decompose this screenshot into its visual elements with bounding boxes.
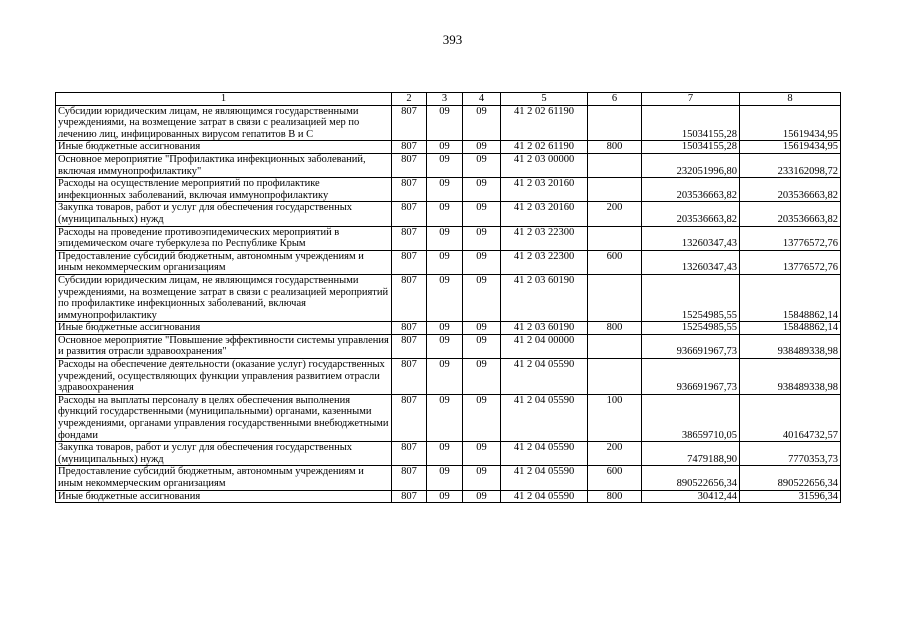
row-section-cell: 09	[427, 466, 463, 490]
row-section-cell: 09	[427, 442, 463, 466]
row-subsection-cell: 09	[463, 250, 501, 274]
row-section-cell: 09	[427, 226, 463, 250]
row-amount-2-cell: 15619434,95	[740, 141, 841, 154]
row-amount-1-cell: 15254985,55	[642, 274, 740, 321]
row-section-cell: 09	[427, 359, 463, 395]
header-cell: 4	[463, 93, 501, 106]
table-row	[56, 466, 841, 490]
row-code-cell: 807	[392, 226, 427, 250]
row-target-cell: 41 2 04 05590	[501, 359, 588, 395]
row-type-cell: 600	[588, 250, 642, 274]
row-name-cell: Основное мероприятие "Профилактика инфекционных заболеваний, включая иммунопрофилактику"	[56, 153, 392, 177]
row-amount-1-cell: 13260347,43	[642, 226, 740, 250]
row-amount-2-cell: 233162098,72	[740, 153, 841, 177]
row-amount-1-cell: 30412,44	[642, 490, 740, 503]
row-amount-2-cell: 15848862,14	[740, 322, 841, 335]
row-section-cell: 09	[427, 274, 463, 321]
row-name-cell: Субсидии юридическим лицам, не являющимся государственными учреждениями, на возмещение затрат в связи с реализацией мер по лечению лиц, инфицированных вирусом гепатитов В и С	[56, 105, 392, 141]
row-code-cell: 807	[392, 250, 427, 274]
header-cell: 2	[392, 93, 427, 106]
row-subsection-cell: 09	[463, 141, 501, 154]
row-subsection-cell: 09	[463, 153, 501, 177]
table-row	[56, 250, 841, 274]
row-type-cell: 800	[588, 141, 642, 154]
row-amount-1-cell: 203536663,82	[642, 202, 740, 226]
row-name-cell: Расходы на выплаты персоналу в целях обеспечения выполнения функций государственными (муниципальными) органами, казенными учреждениями, органами управления государственными внебюджетными фондами	[56, 394, 392, 441]
table-row	[56, 226, 841, 250]
row-amount-1-cell: 232051996,80	[642, 153, 740, 177]
row-name-cell: Основное мероприятие "Повышение эффективности системы управления и развития отрасли здравоохранения"	[56, 334, 392, 358]
row-amount-2-cell: 203536663,82	[740, 178, 841, 202]
row-target-cell: 41 2 02 61190	[501, 141, 588, 154]
row-amount-2-cell: 15619434,95	[740, 105, 841, 141]
row-type-cell: 100	[588, 394, 642, 441]
row-amount-2-cell: 938489338,98	[740, 359, 841, 395]
row-subsection-cell: 09	[463, 202, 501, 226]
row-subsection-cell: 09	[463, 394, 501, 441]
row-amount-1-cell: 203536663,82	[642, 178, 740, 202]
header-cell: 8	[740, 93, 841, 106]
row-code-cell: 807	[392, 153, 427, 177]
row-amount-2-cell: 203536663,82	[740, 202, 841, 226]
row-section-cell: 09	[427, 250, 463, 274]
row-subsection-cell: 09	[463, 274, 501, 321]
row-target-cell: 41 2 03 20160	[501, 202, 588, 226]
row-section-cell: 09	[427, 105, 463, 141]
row-amount-2-cell: 938489338,98	[740, 334, 841, 358]
header-row	[56, 93, 841, 106]
header-cell: 1	[56, 93, 392, 106]
row-amount-2-cell: 7770353,73	[740, 442, 841, 466]
row-type-cell	[588, 334, 642, 358]
row-code-cell: 807	[392, 334, 427, 358]
row-type-cell: 200	[588, 442, 642, 466]
row-subsection-cell: 09	[463, 466, 501, 490]
row-section-cell: 09	[427, 322, 463, 335]
table-row	[56, 442, 841, 466]
row-target-cell: 41 2 03 60190	[501, 322, 588, 335]
row-section-cell: 09	[427, 394, 463, 441]
row-section-cell: 09	[427, 490, 463, 503]
row-name-cell: Расходы на обеспечение деятельности (оказание услуг) государственных учреждений, осуществляющих функции управления развитием отрасли здравоохранения	[56, 359, 392, 395]
table-row	[56, 141, 841, 154]
row-subsection-cell: 09	[463, 105, 501, 141]
row-code-cell: 807	[392, 359, 427, 395]
table-row	[56, 394, 841, 441]
row-code-cell: 807	[392, 141, 427, 154]
row-subsection-cell: 09	[463, 322, 501, 335]
row-name-cell: Расходы на осуществление мероприятий по профилактике инфекционных заболеваний, включая иммунопрофилактику	[56, 178, 392, 202]
row-subsection-cell: 09	[463, 490, 501, 503]
row-code-cell: 807	[392, 490, 427, 503]
table-row	[56, 153, 841, 177]
row-target-cell: 41 2 03 00000	[501, 153, 588, 177]
table-body	[56, 93, 841, 503]
row-amount-1-cell: 15034155,28	[642, 105, 740, 141]
row-amount-1-cell: 7479188,90	[642, 442, 740, 466]
row-type-cell	[588, 105, 642, 141]
table-row	[56, 274, 841, 321]
row-amount-1-cell: 936691967,73	[642, 359, 740, 395]
header-cell: 5	[501, 93, 588, 106]
row-subsection-cell: 09	[463, 178, 501, 202]
row-target-cell: 41 2 04 05590	[501, 466, 588, 490]
table-row	[56, 490, 841, 503]
row-name-cell: Закупка товаров, работ и услуг для обеспечения государственных (муниципальных) нужд	[56, 442, 392, 466]
row-type-cell: 800	[588, 490, 642, 503]
header-cell: 6	[588, 93, 642, 106]
row-amount-2-cell: 40164732,57	[740, 394, 841, 441]
row-amount-1-cell: 936691967,73	[642, 334, 740, 358]
row-amount-1-cell: 13260347,43	[642, 250, 740, 274]
page-number: 393	[442, 32, 463, 47]
row-section-cell: 09	[427, 178, 463, 202]
row-code-cell: 807	[392, 322, 427, 335]
row-amount-2-cell: 13776572,76	[740, 250, 841, 274]
row-type-cell: 200	[588, 202, 642, 226]
row-amount-1-cell: 15254985,55	[642, 322, 740, 335]
row-subsection-cell: 09	[463, 442, 501, 466]
row-name-cell: Предоставление субсидий бюджетным, автономным учреждениям и иным некоммерческим организациям	[56, 466, 392, 490]
table-row	[56, 105, 841, 141]
row-type-cell	[588, 274, 642, 321]
row-amount-2-cell: 13776572,76	[740, 226, 841, 250]
row-type-cell	[588, 178, 642, 202]
row-subsection-cell: 09	[463, 334, 501, 358]
row-code-cell: 807	[392, 202, 427, 226]
row-target-cell: 41 2 04 00000	[501, 334, 588, 358]
row-target-cell: 41 2 03 22300	[501, 226, 588, 250]
row-section-cell: 09	[427, 334, 463, 358]
row-subsection-cell: 09	[463, 359, 501, 395]
row-code-cell: 807	[392, 466, 427, 490]
row-section-cell: 09	[427, 141, 463, 154]
row-code-cell: 807	[392, 442, 427, 466]
row-code-cell: 807	[392, 394, 427, 441]
row-name-cell: Иные бюджетные ассигнования	[56, 490, 392, 503]
row-target-cell: 41 2 03 60190	[501, 274, 588, 321]
row-name-cell: Закупка товаров, работ и услуг для обеспечения государственных (муниципальных) нужд	[56, 202, 392, 226]
row-amount-2-cell: 31596,34	[740, 490, 841, 503]
row-target-cell: 41 2 04 05590	[501, 442, 588, 466]
row-target-cell: 41 2 02 61190	[501, 105, 588, 141]
table-row	[56, 178, 841, 202]
row-amount-1-cell: 890522656,34	[642, 466, 740, 490]
row-name-cell: Расходы на проведение противоэпидемических мероприятий в эпидемическом очаге туберкулеза по Республике Крым	[56, 226, 392, 250]
row-amount-2-cell: 890522656,34	[740, 466, 841, 490]
row-type-cell	[588, 226, 642, 250]
row-name-cell: Субсидии юридическим лицам, не являющимся государственными учреждениями, на возмещение затрат в связи с реализацией мероприятий по профилактике инфекционных заболеваний, включая иммунопрофилактику	[56, 274, 392, 321]
table-row	[56, 359, 841, 395]
row-type-cell	[588, 359, 642, 395]
row-name-cell: Иные бюджетные ассигнования	[56, 141, 392, 154]
table-row	[56, 334, 841, 358]
row-subsection-cell: 09	[463, 226, 501, 250]
table-row	[56, 202, 841, 226]
header-cell: 7	[642, 93, 740, 106]
row-name-cell: Предоставление субсидий бюджетным, автономным учреждениям и иным некоммерческим организациям	[56, 250, 392, 274]
table-row	[56, 322, 841, 335]
row-code-cell: 807	[392, 178, 427, 202]
row-target-cell: 41 2 04 05590	[501, 394, 588, 441]
row-name-cell: Иные бюджетные ассигнования	[56, 322, 392, 335]
row-target-cell: 41 2 03 20160	[501, 178, 588, 202]
row-amount-2-cell: 15848862,14	[740, 274, 841, 321]
row-section-cell: 09	[427, 153, 463, 177]
row-code-cell: 807	[392, 274, 427, 321]
budget-table	[55, 92, 841, 503]
row-target-cell: 41 2 03 22300	[501, 250, 588, 274]
row-type-cell: 800	[588, 322, 642, 335]
row-amount-1-cell: 38659710,05	[642, 394, 740, 441]
row-amount-1-cell: 15034155,28	[642, 141, 740, 154]
row-target-cell: 41 2 04 05590	[501, 490, 588, 503]
row-section-cell: 09	[427, 202, 463, 226]
row-type-cell	[588, 153, 642, 177]
row-code-cell: 807	[392, 105, 427, 141]
row-type-cell: 600	[588, 466, 642, 490]
header-cell: 3	[427, 93, 463, 106]
